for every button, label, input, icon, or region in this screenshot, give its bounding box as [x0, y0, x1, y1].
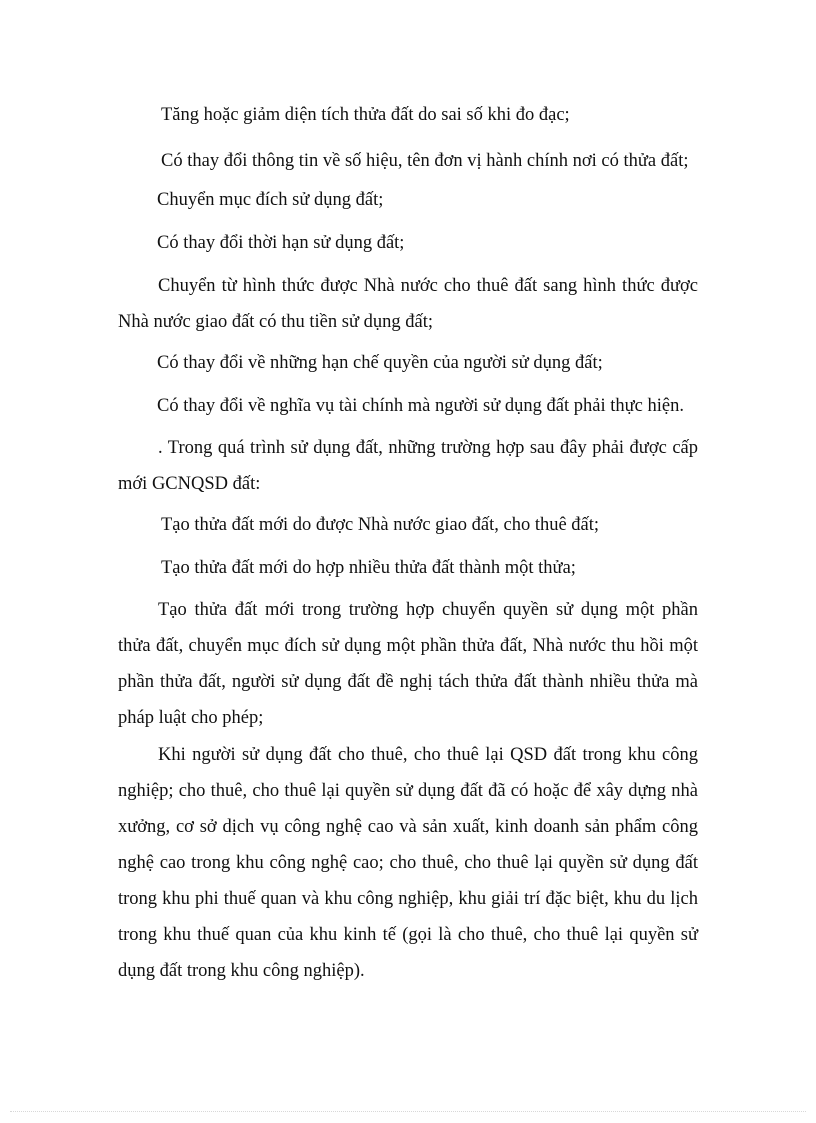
text-line-purpose-change: Chuyển mục đích sử dụng đất; — [157, 190, 384, 210]
text-line-new-plot-allocation: Tạo thửa đất mới do được Nhà nước giao đất, cho thuê đất; — [161, 515, 600, 535]
paragraph-industrial-zone: Khi người sử dụng đất cho thuê, cho thuê lại QSD đất trong khu công nghiệp; cho thuê, cho thuê lại quyền sử dụng đất đã có hoặc để xây dựng nhà xưởng, cơ sở dịch vụ công nghệ cao và sản xuất, kinh doanh sản phẩm công nghệ cao trong khu công nghệ cao; cho thuê, cho thuê lại quyền sử dụng đất trong khu phi thuế quan và khu công nghiệp, khu giải trí đặc biệt, khu du lịch trong khu thuế quan của khu kinh tế (gọi là cho thuê, cho thuê lại quyền sử dụng đất trong khu công nghiệp). — [118, 745, 698, 981]
text-line-restriction-change: Có thay đổi về những hạn chế quyền của người sử dụng đất; — [157, 353, 603, 373]
text-line-area-change: Tăng hoặc giảm diện tích thửa đất do sai số khi đo đạc; — [161, 105, 570, 125]
paragraph-transfer-form: Chuyển từ hình thức được Nhà nước cho thuê đất sang hình thức được Nhà nước giao đất có thu tiền sử dụng đất; — [118, 276, 698, 332]
text-line-term-change: Có thay đổi thời hạn sử dụng đất; — [157, 233, 405, 253]
text-line-new-plot-merge: Tạo thửa đất mới do hợp nhiều thửa đất thành một thửa; — [161, 558, 576, 578]
text-line-admin-info-change: Có thay đổi thông tin về số hiệu, tên đơn vị hành chính nơi có thửa đất; — [161, 151, 689, 171]
page-bottom-border — [10, 1111, 806, 1112]
paragraph-new-certificate: . Trong quá trình sử dụng đất, những trường hợp sau đây phải được cấp mới GCNQSD đất: — [118, 438, 698, 494]
paragraph-plot-split: Tạo thửa đất mới trong trường hợp chuyển quyền sử dụng một phần thửa đất, chuyển mục đích sử dụng một phần thửa đất, Nhà nước thu hồi một phần thửa đất, người sử dụng đất đề nghị tách thửa đất thành nhiều thửa mà pháp luật cho phép; — [118, 600, 698, 728]
text-line-financial-obligation: Có thay đổi về nghĩa vụ tài chính mà người sử dụng đất phải thực hiện. — [157, 396, 684, 416]
